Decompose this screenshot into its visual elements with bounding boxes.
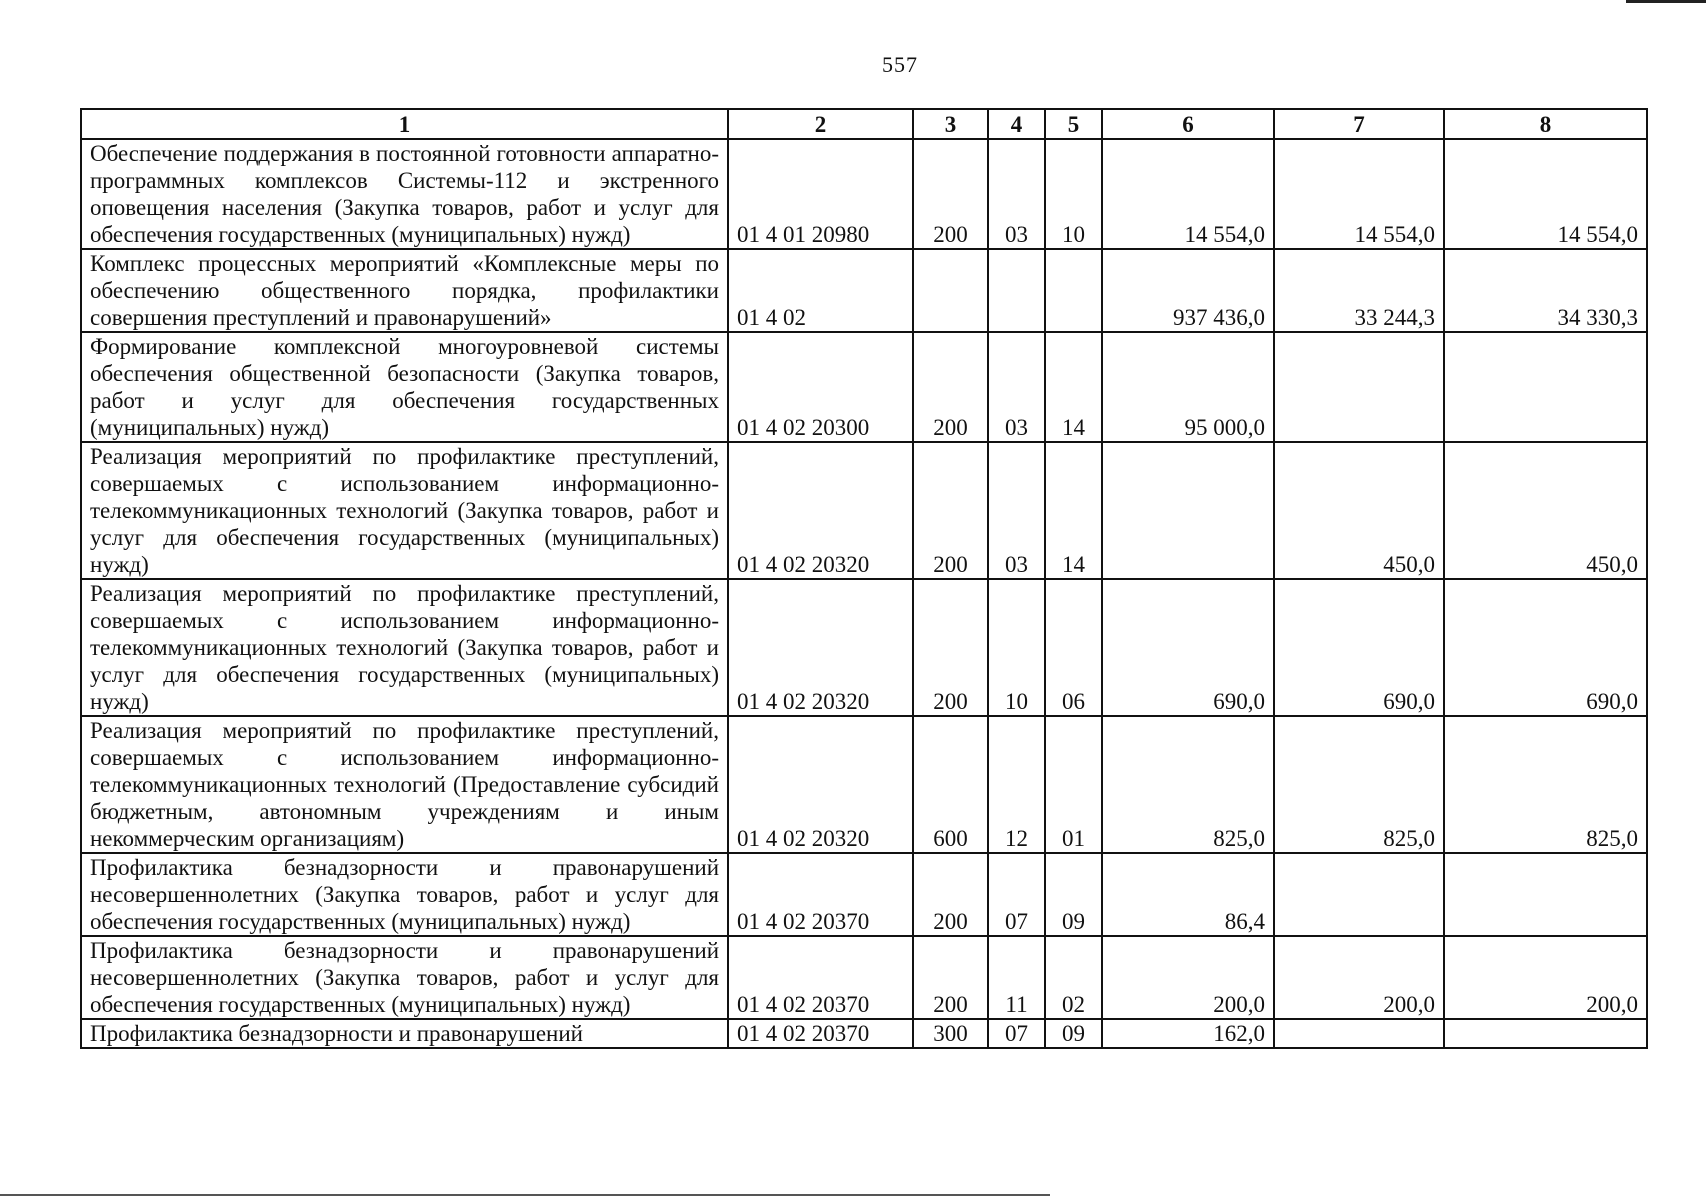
- row-amount-col6: [1102, 442, 1274, 579]
- row-amount-col6: 14 554,0: [1102, 139, 1274, 249]
- table-row: [81, 853, 1647, 936]
- row-description: Профилактика безнадзорности и правонарушений несовершеннолетних (Закупка товаров, работ и услуг для обеспечения государственных (муниципальных) нужд): [81, 936, 728, 1019]
- header-col-3: 3: [913, 109, 988, 139]
- row-amount-col7: [1274, 853, 1444, 936]
- header-col-4: 4: [988, 109, 1045, 139]
- row-section: 12: [988, 716, 1045, 853]
- row-subsection: 09: [1045, 1019, 1102, 1048]
- row-subsection: [1045, 249, 1102, 332]
- row-amount-col8: 450,0: [1444, 442, 1647, 579]
- row-description: Реализация мероприятий по профилактике преступлений, совершаемых с использованием информационно-телекоммуникационных технологий (Закупка товаров, работ и услуг для обеспечения государственных (муниципальных) нужд): [81, 442, 728, 579]
- row-target-code: 01 4 02 20370: [728, 853, 913, 936]
- row-section: 11: [988, 936, 1045, 1019]
- table-row: [81, 332, 1647, 442]
- row-target-code: 01 4 01 20980: [728, 139, 913, 249]
- row-amount-col7: 690,0: [1274, 579, 1444, 716]
- row-amount-col7: 14 554,0: [1274, 139, 1444, 249]
- row-section: [988, 249, 1045, 332]
- row-target-code: 01 4 02 20370: [728, 1019, 913, 1048]
- row-amount-col6: 162,0: [1102, 1019, 1274, 1048]
- row-amount-col7: [1274, 332, 1444, 442]
- row-subsection: 09: [1045, 853, 1102, 936]
- row-amount-col7: [1274, 1019, 1444, 1048]
- bottom-scan-rule: [0, 1194, 1050, 1196]
- row-subsection: 14: [1045, 442, 1102, 579]
- row-target-code: 01 4 02 20300: [728, 332, 913, 442]
- row-amount-col6: 825,0: [1102, 716, 1274, 853]
- row-description: Обеспечение поддержания в постоянной готовности аппаратно-программных комплексов Системы-112 и экстренного оповещения населения (Закупка товаров, работ и услуг для обеспечения государственных (муниципальных) нужд): [81, 139, 728, 249]
- row-section: 03: [988, 139, 1045, 249]
- row-expense-type: [913, 249, 988, 332]
- row-description: Реализация мероприятий по профилактике преступлений, совершаемых с использованием информационно-телекоммуникационных технологий (Закупка товаров, работ и услуг для обеспечения государственных (муниципальных) нужд): [81, 579, 728, 716]
- row-description: Формирование комплексной многоуровневой системы обеспечения общественной безопасности (Закупка товаров, работ и услуг для обеспечения государственных (муниципальных) нужд): [81, 332, 728, 442]
- row-expense-type: 200: [913, 936, 988, 1019]
- header-col-7: 7: [1274, 109, 1444, 139]
- row-subsection: 06: [1045, 579, 1102, 716]
- row-target-code: 01 4 02 20370: [728, 936, 913, 1019]
- row-amount-col8: [1444, 332, 1647, 442]
- table-row: [81, 579, 1647, 716]
- row-description: Профилактика безнадзорности и правонарушений несовершеннолетних (Закупка товаров, работ и услуг для обеспечения государственных (муниципальных) нужд): [81, 853, 728, 936]
- row-section: 03: [988, 332, 1045, 442]
- row-section: 03: [988, 442, 1045, 579]
- header-col-6: 6: [1102, 109, 1274, 139]
- header-col-2: 2: [728, 109, 913, 139]
- row-expense-type: 300: [913, 1019, 988, 1048]
- row-subsection: 14: [1045, 332, 1102, 442]
- table-row: [81, 442, 1647, 579]
- row-amount-col6: 690,0: [1102, 579, 1274, 716]
- row-amount-col8: [1444, 853, 1647, 936]
- row-amount-col8: 14 554,0: [1444, 139, 1647, 249]
- row-description: Реализация мероприятий по профилактике преступлений, совершаемых с использованием информационно-телекоммуникационных технологий (Предоставление субсидий бюджетным, автономным учреждениям и иным некоммерческим организациям): [81, 716, 728, 853]
- row-amount-col6: 95 000,0: [1102, 332, 1274, 442]
- row-amount-col8: 34 330,3: [1444, 249, 1647, 332]
- row-expense-type: 600: [913, 716, 988, 853]
- row-amount-col7: 825,0: [1274, 716, 1444, 853]
- top-edge-rule: [1626, 0, 1706, 3]
- table-row: [81, 1019, 1647, 1048]
- table-row: [81, 936, 1647, 1019]
- row-section: 10: [988, 579, 1045, 716]
- row-expense-type: 200: [913, 139, 988, 249]
- row-expense-type: 200: [913, 853, 988, 936]
- header-row: [81, 109, 1647, 139]
- header-col-1: 1: [81, 109, 728, 139]
- row-subsection: 10: [1045, 139, 1102, 249]
- row-amount-col7: 200,0: [1274, 936, 1444, 1019]
- row-amount-col8: 200,0: [1444, 936, 1647, 1019]
- row-expense-type: 200: [913, 442, 988, 579]
- row-amount-col6: 937 436,0: [1102, 249, 1274, 332]
- row-target-code: 01 4 02 20320: [728, 579, 913, 716]
- row-amount-col7: 450,0: [1274, 442, 1444, 579]
- row-target-code: 01 4 02 20320: [728, 716, 913, 853]
- table-row: [81, 716, 1647, 853]
- row-description: Комплекс процессных мероприятий «Комплексные меры по обеспечению общественного порядка, профилактики совершения преступлений и правонарушений»: [81, 249, 728, 332]
- row-amount-col8: 825,0: [1444, 716, 1647, 853]
- page-number: 557: [882, 52, 918, 77]
- row-amount-col8: 690,0: [1444, 579, 1647, 716]
- header-col-8: 8: [1444, 109, 1647, 139]
- row-amount-col6: 200,0: [1102, 936, 1274, 1019]
- row-subsection: 01: [1045, 716, 1102, 853]
- row-target-code: 01 4 02: [728, 249, 913, 332]
- row-section: 07: [988, 1019, 1045, 1048]
- budget-table: [80, 108, 1648, 1049]
- table-row: [81, 249, 1647, 332]
- row-expense-type: 200: [913, 332, 988, 442]
- table-row: [81, 139, 1647, 249]
- row-amount-col8: [1444, 1019, 1647, 1048]
- header-col-5: 5: [1045, 109, 1102, 139]
- row-subsection: 02: [1045, 936, 1102, 1019]
- row-section: 07: [988, 853, 1045, 936]
- row-target-code: 01 4 02 20320: [728, 442, 913, 579]
- row-amount-col7: 33 244,3: [1274, 249, 1444, 332]
- row-expense-type: 200: [913, 579, 988, 716]
- row-amount-col6: 86,4: [1102, 853, 1274, 936]
- row-description: Профилактика безнадзорности и правонарушений: [81, 1019, 728, 1048]
